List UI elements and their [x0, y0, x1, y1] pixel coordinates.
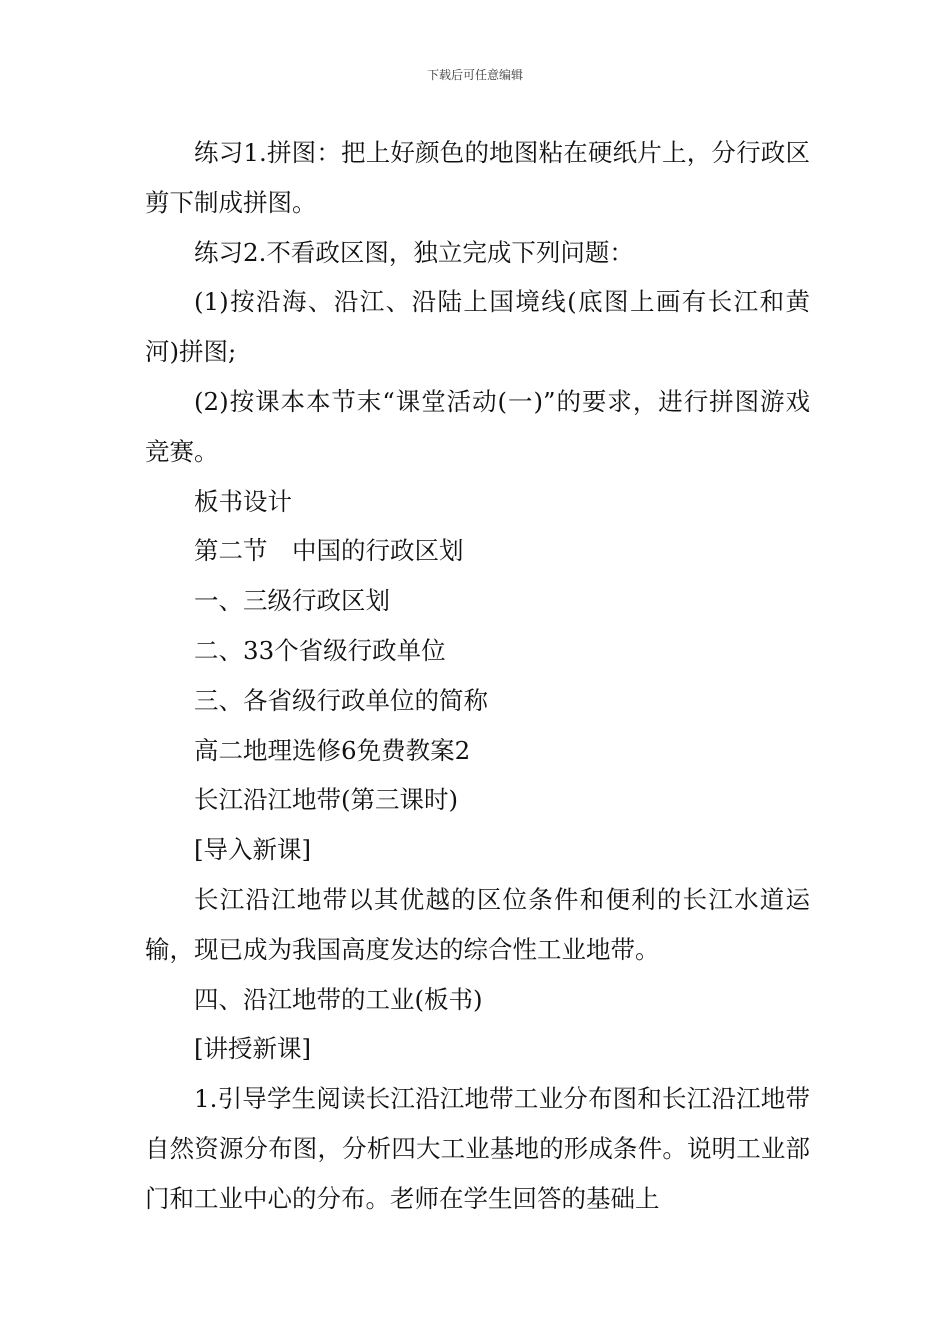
heading-intro: [导入新课] — [194, 835, 312, 865]
paragraph-intro: 长江沿江地带以其优越的区位条件和便利的长江水道运输，现已成为我国高度发达的综合性工业地带。 — [145, 884, 810, 964]
heading-lesson-title: 长江沿江地带(第三课时) — [194, 785, 459, 815]
paragraph-exercise-2: 练习2.不看政区图，独立完成下列问题： — [194, 237, 634, 267]
outline-item-1: 一、三级行政区划 — [194, 586, 390, 616]
heading-lesson-plan-2: 高二地理选修6免费教案2 — [194, 735, 471, 765]
heading-teaching: [讲授新课] — [194, 1034, 312, 1064]
paragraph-task-2: (2)按课本本节末“课堂活动(一)”的要求，进行拼图游戏竞赛。 — [145, 386, 810, 466]
document-body — [145, 128, 810, 1224]
paragraph-guide: 1.引导学生阅读长江沿江地带工业分布图和长江沿江地带自然资源分布图，分析四大工业基地的形成条件。说明工业部门和工业中心的分布。老师在学生回答的基础上 — [145, 1084, 810, 1213]
paragraph-task-1: (1)按沿海、沿江、沿陆上国境线(底图上画有长江和黄河)拼图; — [145, 287, 810, 367]
outline-item-2: 二、33个省级行政单位 — [194, 635, 446, 665]
heading-board-design: 板书设计 — [194, 486, 292, 516]
heading-section-2: 第二节 中国的行政区划 — [194, 536, 464, 566]
page-header-note: 下载后可任意编辑 — [426, 68, 523, 82]
outline-item-3: 三、各省级行政单位的简称 — [194, 685, 488, 715]
heading-industry: 四、沿江地带的工业(板书) — [194, 984, 483, 1014]
paragraph-exercise-1: 练习1.拼图：把上好颜色的地图粘在硬纸片上，分行政区剪下制成拼图。 — [145, 138, 810, 217]
